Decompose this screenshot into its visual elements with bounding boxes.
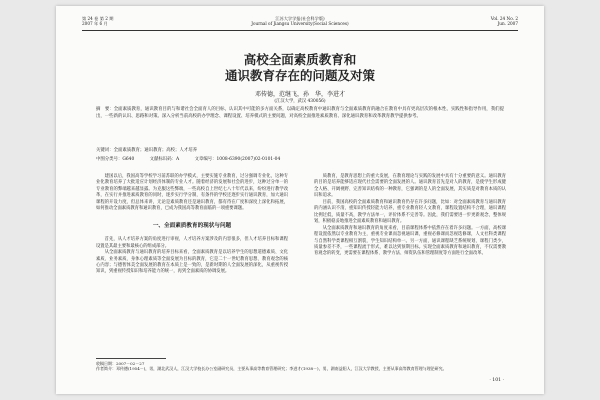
- document-code: 文献标识码：A: [149, 157, 180, 162]
- footnote-rule: [96, 358, 166, 359]
- running-header: [82, 16, 518, 34]
- keywords: 关键词：全面素质教育；通识教育；高校；人才培养: [96, 148, 197, 153]
- journal-name: 江苏大学学报(社会科学版) Journal of Jiangsu University(Social Sciences): [251, 16, 349, 27]
- affiliation: (江汉大学，武汉 430056): [274, 99, 326, 104]
- body-paragraph: 建国以后，我国高等学校学习前苏联的办学模式，主要实施专业教育，过分强调专业化，这种专业化教育培养了大批适应计划经济体制的专业人才。随着经济的发展和社会的进步，这种过分单一的专业教育的弊端越来越显露。为克服这些弊端，一些高校自上世纪七八十年代以来，纷纷进行教学改革，在实行并推进素质教育的同时，逐步实行学分制，有条件的学校还逐步实行通识教育，加大通识课程的开设力度，但总体来讲，无论是素质教育还是通识教育，都有待在广度和深度上深化和拓展，如何推动全面素质教育和通识教育，已成为我国高等教育面临的一项重要课题。: [96, 174, 288, 212]
- received-date: 收稿日期：2007－02－27: [96, 361, 145, 366]
- page-number: · 101 ·: [489, 378, 504, 383]
- header-rule: [82, 30, 518, 31]
- body-paragraph: 质教育，是教育思想上的重大发展，在教育理论与实践的发展中具有十分重要的意义。通识教育的目的是培养能够适应现代社会需要的全面发展的人。通识教育首先是对人的教育，是使学生形成健全人格、开阔视野、完善知识结构的一种教育，它强调的是人的全面发展，其实质是对教育本质的认识和追求。: [314, 174, 506, 199]
- paper-page: [56, 6, 544, 394]
- footnote: [96, 361, 504, 372]
- clc-number: 中图分类号：G640: [96, 157, 135, 162]
- left-column: [96, 174, 288, 276]
- right-column: [314, 174, 506, 258]
- article-number: 文章编号：1008-6390(2007)02-0101-04: [194, 157, 281, 162]
- section-heading: 一、全面素质教育的现状与问题: [152, 222, 232, 229]
- volume-info: 第 24 卷 第 2 期 2007 年 6 月: [82, 16, 114, 27]
- volume-info-en: Vol. 24 No. 2 Jun. 2007: [490, 16, 518, 27]
- author-bio: 作者简介：邓传德(1954－)，男，湖北武汉人，江汉大学校长办公室副研究员，主要从事高等教育管理研究；李进才(1938－)，男，湖南益阳人，江汉大学教授，主要从事高等教育管理与理论研究。: [96, 366, 447, 372]
- body-paragraph: 从全面素质教育与通识教育的培养目标来看，全面素质教育是以培养学生的思想道德素质、文化素质、业务素质、身体心理素质等全面发展为目标的教育，它是二十一世纪教育思想、教育观念的核心内容；与德智体美全面发展的教育在本质上是一致的，是新时期的人全面发展的深化，从重视传授知识，到重视传授知识和培养能力的统一，再到全面素质的协调发展。: [96, 250, 288, 275]
- abstract: 摘 要：全面素质教育，通识教育目的与和谐社会全面育人的目标，认识其中可能的多方面关系，以确定高校教育中通识教育与全面素质教育的融合在教育中具有更高层次的根本性、实践性和指导作用，我们提出，一些新的认识、思路和对策。深入分析当前高校的办学理念、课程设置、培养模式的主要问题，对高校全面推进素质教育、深化通识教育和改革教育教学提供参考。: [96, 107, 504, 119]
- body-paragraph: 目前，我国高校的全面素质教育和通识教育仍存在许多问题，比如：对全面素质教育与通识教育的内涵认识不清，重知识传授轻能力培养，重专业教育轻人文教育，课程设置结构不合理，通识课程比例过低，质量不高，教学方法单一，评价体系不完善等。因此，我们需要进一步更新观念，整体规划，积极稳妥地推进全面素质教育和通识教育。: [314, 199, 506, 225]
- authors: 邓传德，范继飞，孙 华，李进才: [254, 91, 345, 98]
- paper-title: 高校全面素质教育和 通识教育存在的问题及对策: [224, 52, 375, 83]
- body-paragraph: 从全面素质教育和通识教育的角度来看，目前课程体系中依然存在着许多问题。一方面，高校课程设置依然以专业教育为主，重视专业课而忽视通识课，重视必修课而忽视选修课，人文社科类课程与自然科学类课程相互割裂，学生知识结构单一。另一方面，通识课程缺乏系统规划，课程门类少，质量参差不齐，一些课程流于形式，难以达到预期目标。实现全面素质教育和通识教育，不仅需要教育观念的转变，更需要在课程体系、教学方法、师资队伍和管理制度等方面进行全面改革。: [314, 225, 506, 257]
- body-paragraph: 首先，从人才培养方案的角度进行审视，人才培养方案涉及的内容很多，但人才培养目标和课程设置是其最主要和最核心的组成部分。: [96, 237, 288, 249]
- classification-line: [96, 156, 504, 162]
